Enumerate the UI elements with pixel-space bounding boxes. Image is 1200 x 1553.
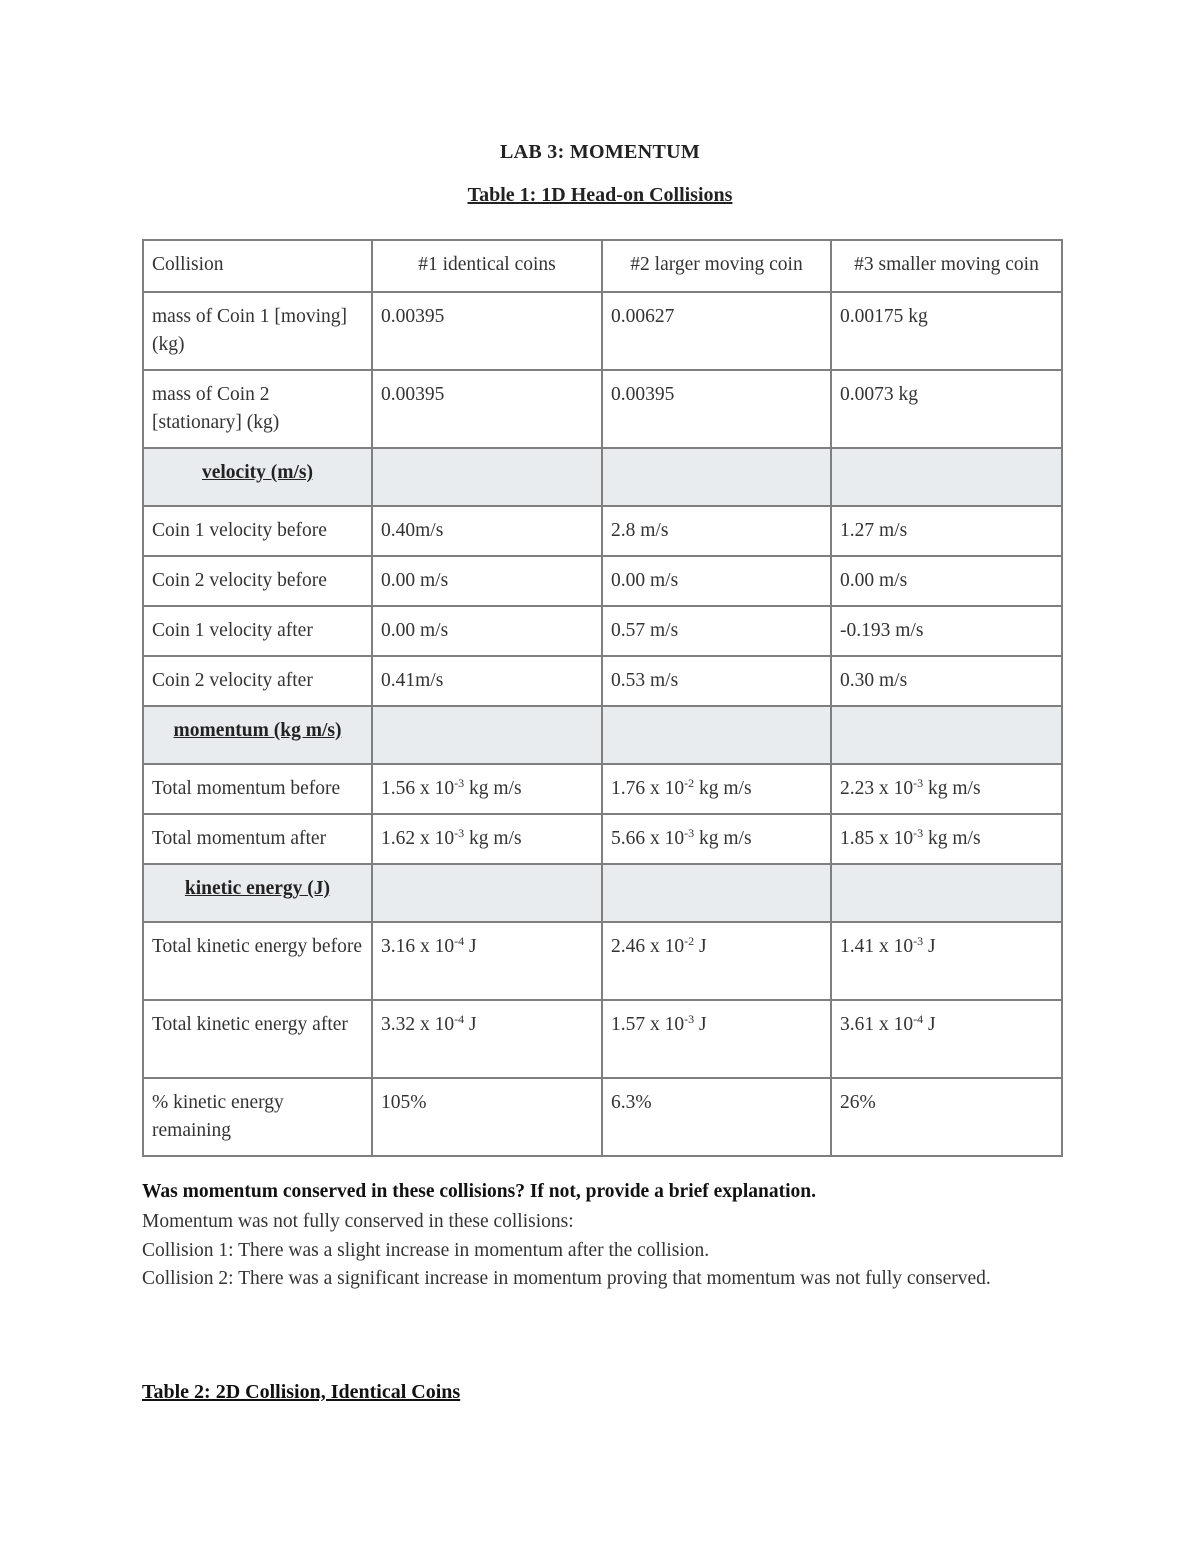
table-row-ke-remaining xyxy=(143,1078,1062,1156)
table-row-total-momentum-after xyxy=(143,814,1062,864)
section-row-velocity xyxy=(143,448,1062,506)
page-title: LAB 3: MOMENTUM xyxy=(499,141,701,163)
table1-title: Table 1: 1D Head-on Collisions xyxy=(467,184,733,206)
empty-cell xyxy=(831,864,1062,922)
table2-title: Table 2: 2D Collision, Identical Coins xyxy=(142,1381,461,1403)
header-cell: #3 smaller moving coin xyxy=(831,240,1062,292)
empty-cell xyxy=(602,706,831,764)
section-label: momentum (kg m/s) xyxy=(143,706,372,764)
cell-value: 1.56 x $10^{-3}$ kg m/s xyxy=(372,764,602,814)
cell-value: 2.8 m/s xyxy=(602,506,831,556)
table-row-coin2-velocity-before xyxy=(143,556,1062,606)
empty-cell xyxy=(372,448,602,506)
cell-value: 1.85 x $10^{-3}$ kg m/s xyxy=(831,814,1062,864)
cell-value: 1.62 x $10^{-3}$ kg m/s xyxy=(372,814,602,864)
cell-value: -0.193 m/s xyxy=(831,606,1062,656)
cell-value: 0.00395 xyxy=(372,370,602,448)
row-label: Coin 2 velocity before xyxy=(143,556,372,606)
table-row-total-ke-after xyxy=(143,1000,1062,1078)
table-row-mass-coin1 xyxy=(143,292,1062,370)
cell-value: 0.0073 kg xyxy=(831,370,1062,448)
cell-value: 0.00627 xyxy=(602,292,831,370)
header-cell: Collision xyxy=(143,240,372,292)
empty-cell xyxy=(831,448,1062,506)
empty-cell xyxy=(372,864,602,922)
answer-line: Collision 2: There was a significant increase in momentum proving that momentum was not fully conserved. xyxy=(142,1268,991,1289)
empty-cell xyxy=(602,864,831,922)
cell-value: 0.00 m/s xyxy=(372,556,602,606)
row-label: Total momentum after xyxy=(143,814,372,864)
empty-cell xyxy=(602,448,831,506)
collisions-table xyxy=(142,239,1063,1157)
cell-value: 2.46 x $10^{-2}$ J xyxy=(602,922,831,1000)
table-row-coin1-velocity-after xyxy=(143,606,1062,656)
table-row-mass-coin2 xyxy=(143,370,1062,448)
cell-value: 0.30 m/s xyxy=(831,656,1062,706)
answer-text xyxy=(142,1208,1022,1294)
cell-value: 0.00395 xyxy=(602,370,831,448)
answer-line: Momentum was not fully conserved in these collisions: xyxy=(142,1211,574,1232)
section-label: kinetic energy (J) xyxy=(143,864,372,922)
cell-value: 1.57 x $10^{-3}$ J xyxy=(602,1000,831,1078)
cell-value: 1.41 x $10^{-3}$ J xyxy=(831,922,1062,1000)
section-label: velocity (m/s) xyxy=(143,448,372,506)
row-label: Coin 1 velocity before xyxy=(143,506,372,556)
cell-value: 5.66 x $10^{-3}$ kg m/s xyxy=(602,814,831,864)
row-label: Total momentum before xyxy=(143,764,372,814)
answer-line: Collision 1: There was a slight increase in momentum after the collision. xyxy=(142,1239,710,1261)
cell-value: 1.76 x $10^{-2}$ kg m/s xyxy=(602,764,831,814)
table-row-coin2-velocity-after xyxy=(143,656,1062,706)
cell-value: 0.00 m/s xyxy=(831,556,1062,606)
empty-cell xyxy=(831,706,1062,764)
row-label: Coin 2 velocity after xyxy=(143,656,372,706)
table-row-total-ke-before xyxy=(143,922,1062,1000)
row-label: mass of Coin 2 [stationary] (kg) xyxy=(143,370,372,448)
row-label: Total kinetic energy after xyxy=(143,1000,372,1078)
cell-value: 0.53 m/s xyxy=(602,656,831,706)
cell-value: 0.57 m/s xyxy=(602,606,831,656)
row-label: Coin 1 velocity after xyxy=(143,606,372,656)
section-row-momentum xyxy=(143,706,1062,764)
section-row-kinetic-energy xyxy=(143,864,1062,922)
cell-value: 0.41m/s xyxy=(372,656,602,706)
cell-value: 0.40m/s xyxy=(372,506,602,556)
cell-value: 3.16 x $10^{-4}$ J xyxy=(372,922,602,1000)
table-row-total-momentum-before xyxy=(143,764,1062,814)
cell-value: 6.3% xyxy=(602,1078,831,1156)
table-header-row xyxy=(143,240,1062,292)
row-label: % kinetic energy remaining xyxy=(143,1078,372,1156)
table-row-coin1-velocity-before xyxy=(143,506,1062,556)
header-cell: #1 identical coins xyxy=(372,240,602,292)
row-label: Total kinetic energy before xyxy=(143,922,372,1000)
cell-value: 1.27 m/s xyxy=(831,506,1062,556)
header-cell: #2 larger moving coin xyxy=(602,240,831,292)
cell-value: 2.23 x $10^{-3}$ kg m/s xyxy=(831,764,1062,814)
cell-value: 26% xyxy=(831,1078,1062,1156)
empty-cell xyxy=(372,706,602,764)
cell-value: 0.00395 xyxy=(372,292,602,370)
cell-value: 105% xyxy=(372,1078,602,1156)
cell-value: 0.00 m/s xyxy=(602,556,831,606)
row-label: mass of Coin 1 [moving] (kg) xyxy=(143,292,372,370)
cell-value: 3.32 x $10^{-4}$ J xyxy=(372,1000,602,1078)
cell-value: 3.61 x $10^{-4}$ J xyxy=(831,1000,1062,1078)
question-prompt: Was momentum conserved in these collisions? If not, provide a brief explanation. xyxy=(142,1181,817,1202)
cell-value: 0.00175 kg xyxy=(831,292,1062,370)
cell-value: 0.00 m/s xyxy=(372,606,602,656)
